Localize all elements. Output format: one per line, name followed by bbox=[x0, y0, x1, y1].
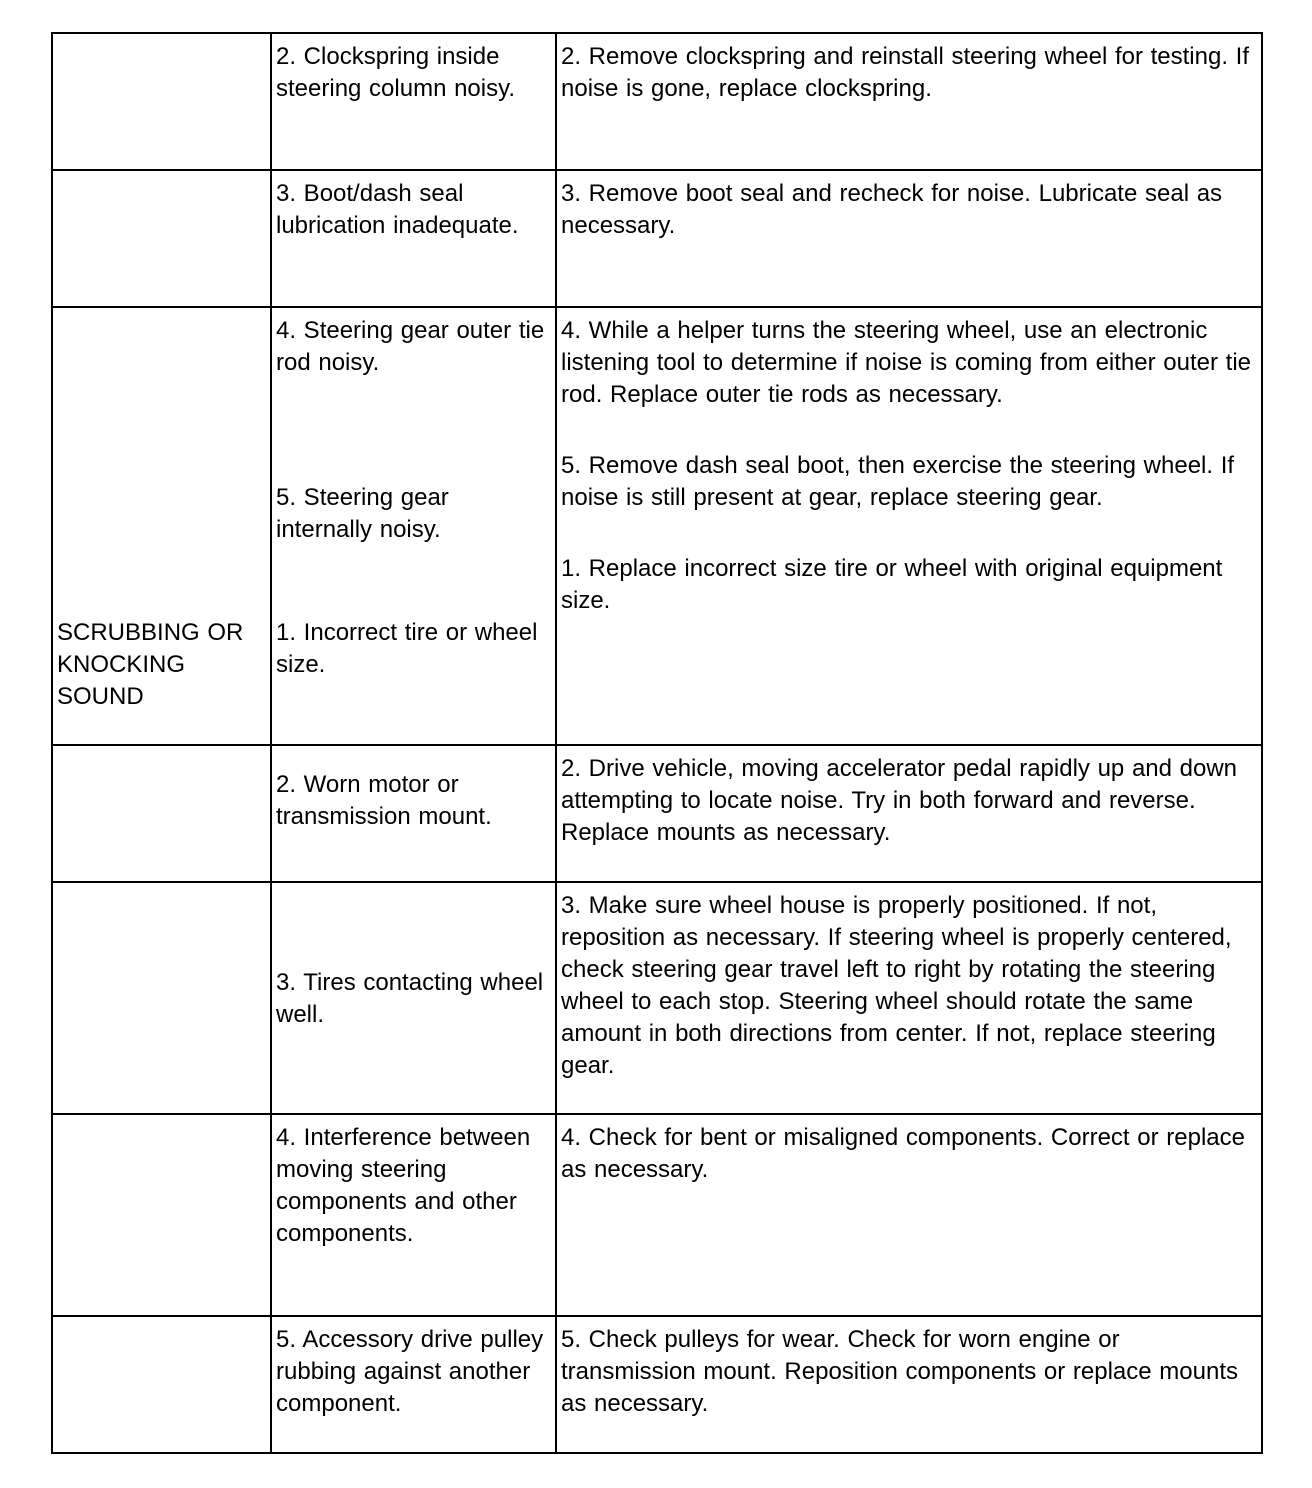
condition-cell bbox=[52, 1316, 271, 1453]
correction-entry: 1. Replace incorrect size tire or wheel with original equipment size. bbox=[561, 555, 1223, 614]
cause-cell: 5. Accessory drive pulley rubbing against another component. bbox=[271, 1316, 556, 1453]
correction-cell: 5. Check pulleys for wear. Check for worn engine or transmission mount. Reposition components or replace mounts as necessary. bbox=[556, 1316, 1262, 1453]
table-row bbox=[52, 882, 1262, 1114]
cause-cell: 4. Interference between moving steering components and other components. bbox=[271, 1114, 556, 1316]
correction-cell: 2. Drive vehicle, moving accelerator pedal rapidly up and down attempting to locate noise. Try in both forward and reverse. Replace mounts as necessary. bbox=[556, 745, 1262, 882]
correction-cell: 4. Check for bent or misaligned components. Correct or replace as necessary. bbox=[556, 1114, 1262, 1316]
condition-cell bbox=[52, 882, 271, 1114]
correction-cell: 3. Make sure wheel house is properly positioned. If not, reposition as necessary. If steering wheel is properly centered, check steering gear travel left to right by rotating the steering wheel to each stop. Steering wheel should rotate the same amount in both directions from center. If not, replace steering gear. bbox=[556, 882, 1262, 1114]
condition-label: SCRUBBING OR KNOCKING SOUND bbox=[57, 619, 244, 710]
correction-entry: 5. Remove dash seal boot, then exercise the steering wheel. If noise is still present at gear, replace steering gear. bbox=[561, 452, 1235, 511]
condition-cell bbox=[52, 1114, 271, 1316]
table-row bbox=[52, 1316, 1262, 1453]
correction-cell bbox=[556, 307, 1262, 745]
table-row bbox=[52, 170, 1262, 307]
condition-cell bbox=[52, 745, 271, 882]
cause-cell: 3. Boot/dash seal lubrication inadequate. bbox=[271, 170, 556, 307]
diagnosis-table bbox=[51, 32, 1263, 1454]
correction-entry: 4. While a helper turns the steering wheel, use an electronic listening tool to determine if noise is coming from either outer tie rod. Replace outer tie rods as necessary. bbox=[561, 317, 1251, 408]
cause-entry: 5. Steering gear internally noisy. bbox=[276, 484, 449, 543]
condition-cell bbox=[52, 170, 271, 307]
cause-cell: 2. Clockspring inside steering column noisy. bbox=[271, 33, 556, 170]
cause-entry: 3. Tires contacting wheel well. bbox=[276, 969, 544, 1028]
cause-entry: 2. Worn motor or transmission mount. bbox=[276, 771, 492, 830]
cause-entry: 1. Incorrect tire or wheel size. bbox=[276, 619, 538, 678]
correction-cell: 2. Remove clockspring and reinstall steering wheel for testing. If noise is gone, replace clockspring. bbox=[556, 33, 1262, 170]
condition-cell bbox=[52, 307, 271, 745]
cause-cell bbox=[271, 307, 556, 745]
cause-entry: 4. Steering gear outer tie rod noisy. bbox=[276, 317, 545, 376]
table-row bbox=[52, 307, 1262, 745]
condition-cell bbox=[52, 33, 271, 170]
table-row bbox=[52, 33, 1262, 170]
table-row bbox=[52, 745, 1262, 882]
cause-cell bbox=[271, 745, 556, 882]
cause-cell bbox=[271, 882, 556, 1114]
table-row bbox=[52, 1114, 1262, 1316]
correction-cell: 3. Remove boot seal and recheck for noise. Lubricate seal as necessary. bbox=[556, 170, 1262, 307]
